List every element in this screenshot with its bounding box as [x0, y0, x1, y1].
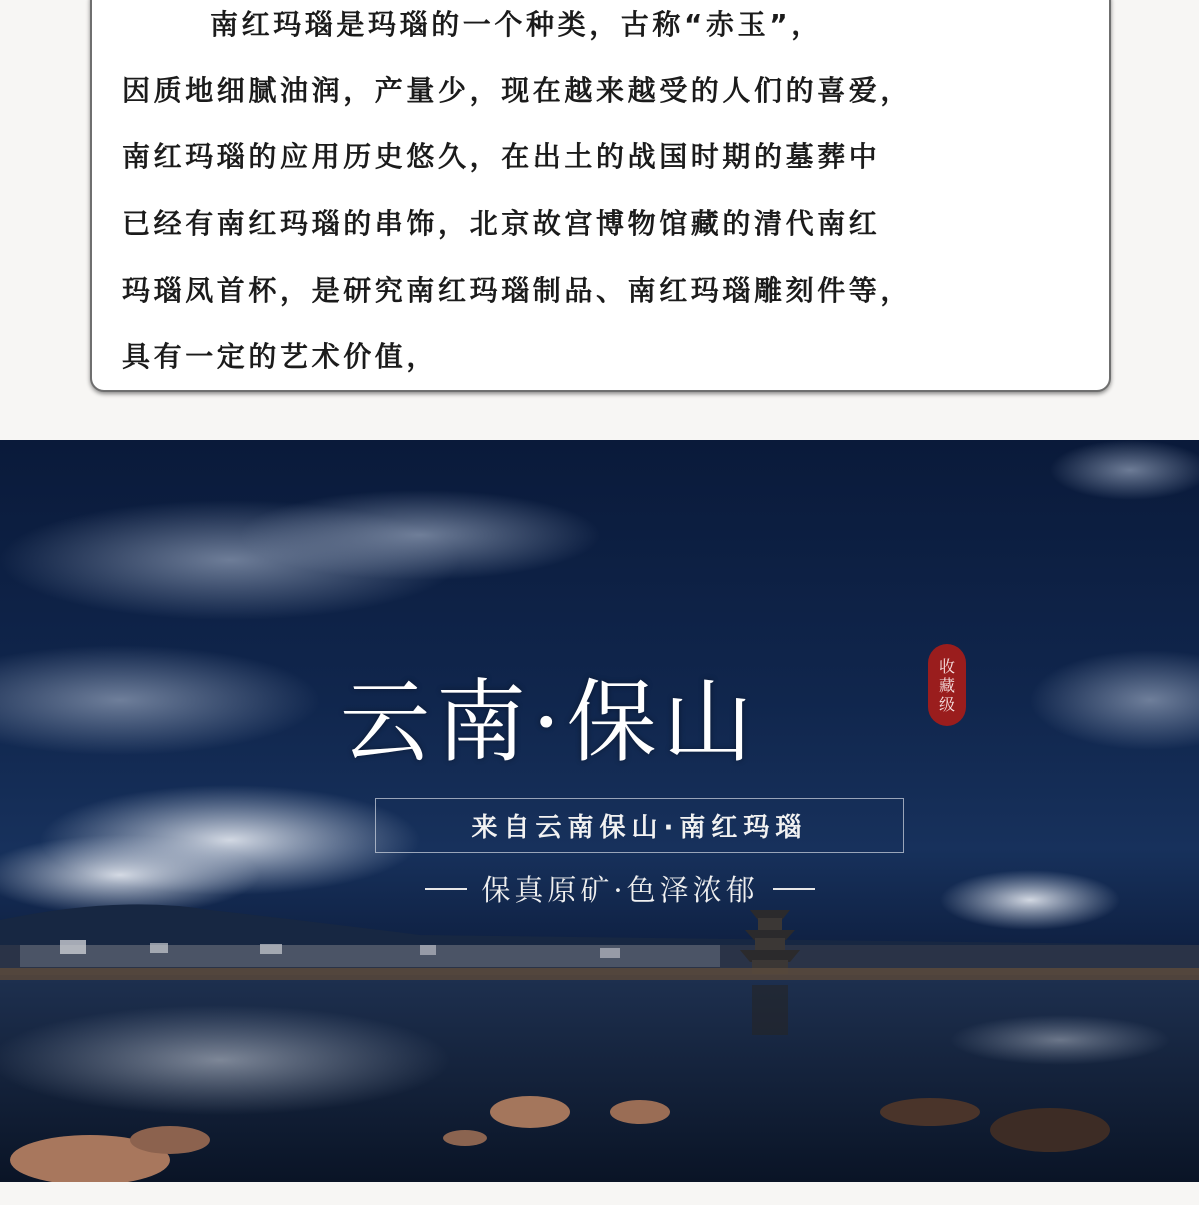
tagline-text: 保真原矿·色泽浓郁 — [481, 873, 759, 907]
tagline-dash-right — [773, 888, 815, 890]
intro-line-2: 因质地细腻油润，产量少，现在越来越受的人们的喜爱， — [122, 74, 913, 107]
intro-line-4: 已经有南红玛瑙的串饰，北京故宫博物馆藏的清代南红 — [122, 207, 881, 240]
intro-line-6: 具有一定的艺术价值， — [122, 340, 439, 373]
tagline-dash-left — [425, 888, 467, 890]
intro-line-3: 南红玛瑙的应用历史悠久，在出土的战国时期的墓葬中 — [122, 140, 881, 173]
intro-card — [90, 0, 1111, 392]
banner-subtitle-box — [375, 798, 904, 853]
intro-line-5: 玛瑙凤首杯，是研究南红玛瑙制品、南红玛瑙雕刻件等， — [122, 274, 913, 307]
banner-title: 云南·保山 — [340, 670, 759, 775]
seal-label: 收藏级 — [939, 656, 956, 714]
landscape-banner — [0, 440, 1199, 1182]
banner-subtitle: 来自云南保山·南红玛瑙 — [471, 813, 808, 843]
banner-tagline — [395, 868, 845, 909]
collection-grade-seal — [928, 644, 966, 726]
intro-line-1: 南红玛瑙是玛瑙的一个种类，古称“赤玉”， — [210, 8, 823, 41]
